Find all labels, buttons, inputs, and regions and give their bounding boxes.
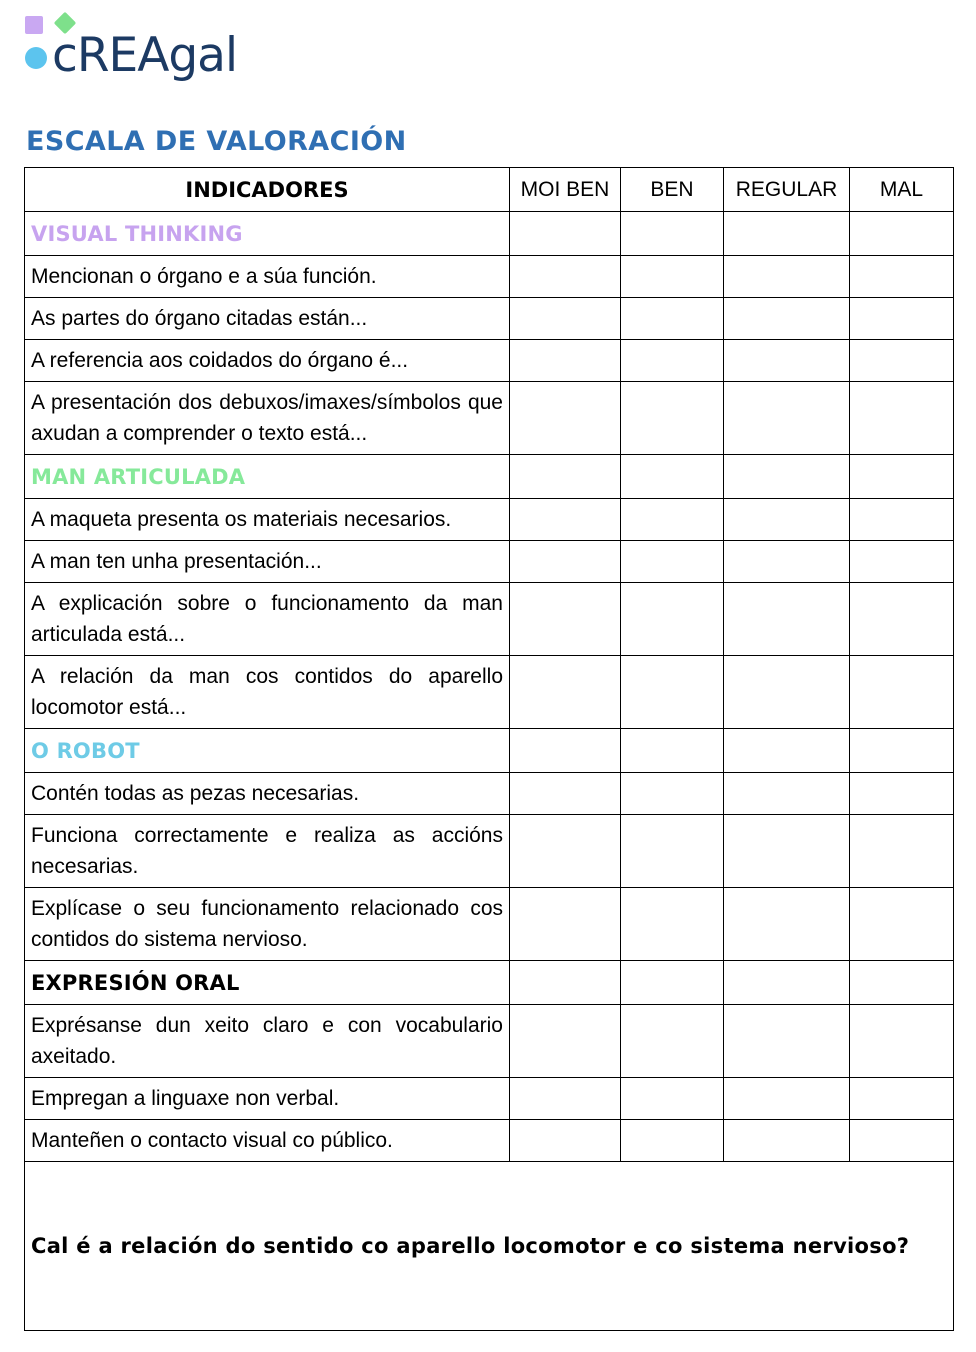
indicator-text: Manteñen o contacto visual co público.	[25, 1120, 510, 1162]
indicator-text: Empregan a linguaxe non verbal.	[25, 1078, 510, 1120]
rating-cell[interactable]	[724, 1005, 850, 1078]
rating-cell[interactable]	[850, 729, 954, 773]
rating-cell[interactable]	[621, 656, 724, 729]
rating-cell[interactable]	[621, 1005, 724, 1078]
indicator-text: Contén todas as pezas necesarias.	[25, 773, 510, 815]
rating-cell[interactable]	[850, 888, 954, 961]
rating-cell[interactable]	[510, 298, 621, 340]
rating-cell[interactable]	[850, 961, 954, 1005]
table-row	[25, 656, 954, 729]
indicator-text: Exprésanse dun xeito claro e con vocabulario axeitado.	[25, 1005, 510, 1078]
section-title-man-articulada: MAN ARTICULADA	[25, 455, 510, 499]
table-row	[25, 256, 954, 298]
rating-cell[interactable]	[510, 382, 621, 455]
rating-cell[interactable]	[850, 340, 954, 382]
rating-cell[interactable]	[510, 729, 621, 773]
rating-cell[interactable]	[724, 455, 850, 499]
rating-cell[interactable]	[724, 212, 850, 256]
rating-cell[interactable]	[621, 1120, 724, 1162]
section-row	[25, 455, 954, 499]
indicator-text: Funciona correctamente e realiza as accións necesarias.	[25, 815, 510, 888]
rating-cell[interactable]	[621, 298, 724, 340]
table-row	[25, 1005, 954, 1078]
table-row	[25, 888, 954, 961]
rating-cell[interactable]	[850, 382, 954, 455]
table-row	[25, 298, 954, 340]
rating-cell[interactable]	[850, 212, 954, 256]
rating-cell[interactable]	[850, 298, 954, 340]
rating-cell[interactable]	[510, 541, 621, 583]
table-row	[25, 541, 954, 583]
rating-cell[interactable]	[621, 455, 724, 499]
rating-cell[interactable]	[621, 541, 724, 583]
question-row	[25, 1162, 954, 1331]
rating-cell[interactable]	[724, 499, 850, 541]
table-row	[25, 382, 954, 455]
rating-cell[interactable]	[510, 212, 621, 256]
logo-square-shape	[25, 16, 43, 34]
rating-cell[interactable]	[850, 583, 954, 656]
rating-cell[interactable]	[621, 729, 724, 773]
rating-cell[interactable]	[621, 815, 724, 888]
rating-cell[interactable]	[724, 1120, 850, 1162]
rating-cell[interactable]	[724, 1078, 850, 1120]
rating-cell[interactable]	[510, 656, 621, 729]
rating-cell[interactable]	[850, 1078, 954, 1120]
rating-cell[interactable]	[621, 340, 724, 382]
indicator-text: Explícase o seu funcionamento relacionado cos contidos do sistema nervioso.	[25, 888, 510, 961]
section-row	[25, 961, 954, 1005]
rating-cell[interactable]	[850, 815, 954, 888]
rating-cell[interactable]	[621, 499, 724, 541]
rating-cell[interactable]	[510, 583, 621, 656]
rating-header-ben: BEN	[621, 168, 724, 212]
section-title-visual-thinking: VISUAL THINKING	[25, 212, 510, 256]
rating-header-regular: REGULAR	[724, 168, 850, 212]
rating-cell[interactable]	[510, 340, 621, 382]
table-row	[25, 340, 954, 382]
table-row	[25, 1078, 954, 1120]
table-row	[25, 499, 954, 541]
rating-cell[interactable]	[510, 1120, 621, 1162]
rating-cell[interactable]	[850, 541, 954, 583]
question-text[interactable]: Cal é a relación do sentido co aparello locomotor e co sistema nervioso?	[25, 1162, 954, 1331]
indicator-text: A maqueta presenta os materiais necesarios.	[25, 499, 510, 541]
indicator-text: Mencionan o órgano e a súa función.	[25, 256, 510, 298]
rating-cell[interactable]	[510, 888, 621, 961]
rating-cell[interactable]	[510, 815, 621, 888]
indicator-text: A man ten unha presentación...	[25, 541, 510, 583]
section-row	[25, 729, 954, 773]
table-row	[25, 1120, 954, 1162]
rating-cell[interactable]	[621, 1078, 724, 1120]
indicator-text: A presentación dos debuxos/imaxes/símbolos que axudan a comprender o texto está...	[25, 382, 510, 455]
rating-cell[interactable]	[510, 773, 621, 815]
rating-cell[interactable]	[510, 1078, 621, 1120]
rating-cell[interactable]	[724, 888, 850, 961]
rating-cell[interactable]	[850, 1005, 954, 1078]
rating-cell[interactable]	[724, 773, 850, 815]
rating-cell[interactable]	[510, 256, 621, 298]
rating-cell[interactable]	[724, 541, 850, 583]
rating-cell[interactable]	[510, 961, 621, 1005]
rating-cell[interactable]	[621, 773, 724, 815]
rating-header-moi-ben: MOI BEN	[510, 168, 621, 212]
table-row	[25, 773, 954, 815]
rating-cell[interactable]	[850, 256, 954, 298]
logo-text: cREAgal	[52, 28, 238, 83]
rating-cell[interactable]	[724, 656, 850, 729]
logo-circle-shape	[25, 47, 47, 69]
table-row	[25, 583, 954, 656]
rating-cell[interactable]	[621, 382, 724, 455]
rating-cell[interactable]	[621, 961, 724, 1005]
logo	[24, 12, 264, 92]
section-row	[25, 212, 954, 256]
rating-cell[interactable]	[724, 298, 850, 340]
indicator-text: A referencia aos coidados do órgano é...	[25, 340, 510, 382]
rating-cell[interactable]	[724, 382, 850, 455]
rating-table	[24, 167, 954, 1331]
indicator-text: As partes do órgano citadas están...	[25, 298, 510, 340]
rating-cell[interactable]	[724, 340, 850, 382]
rating-cell[interactable]	[850, 656, 954, 729]
rating-cell[interactable]	[724, 815, 850, 888]
section-title-o-robot: O ROBOT	[25, 729, 510, 773]
table-row	[25, 815, 954, 888]
page-title: ESCALA DE VALORACIÓN	[26, 126, 407, 157]
indicators-header: INDICADORES	[25, 168, 510, 212]
table-header-row	[25, 168, 954, 212]
rating-cell[interactable]	[510, 499, 621, 541]
rating-cell[interactable]	[621, 583, 724, 656]
rating-cell[interactable]	[621, 888, 724, 961]
rating-cell[interactable]	[850, 1120, 954, 1162]
rating-cell[interactable]	[621, 256, 724, 298]
rating-cell[interactable]	[850, 499, 954, 541]
rating-cell[interactable]	[724, 583, 850, 656]
indicator-text: A relación da man cos contidos do aparello locomotor está...	[25, 656, 510, 729]
rating-header-mal: MAL	[850, 168, 954, 212]
section-title-expresion-oral: EXPRESIÓN ORAL	[25, 961, 510, 1005]
rating-cell[interactable]	[724, 961, 850, 1005]
rating-cell[interactable]	[510, 455, 621, 499]
rating-cell[interactable]	[724, 256, 850, 298]
rating-cell[interactable]	[621, 212, 724, 256]
indicator-text: A explicación sobre o funcionamento da man articulada está...	[25, 583, 510, 656]
rating-cell[interactable]	[850, 773, 954, 815]
rating-cell[interactable]	[510, 1005, 621, 1078]
rating-cell[interactable]	[850, 455, 954, 499]
rating-cell[interactable]	[724, 729, 850, 773]
